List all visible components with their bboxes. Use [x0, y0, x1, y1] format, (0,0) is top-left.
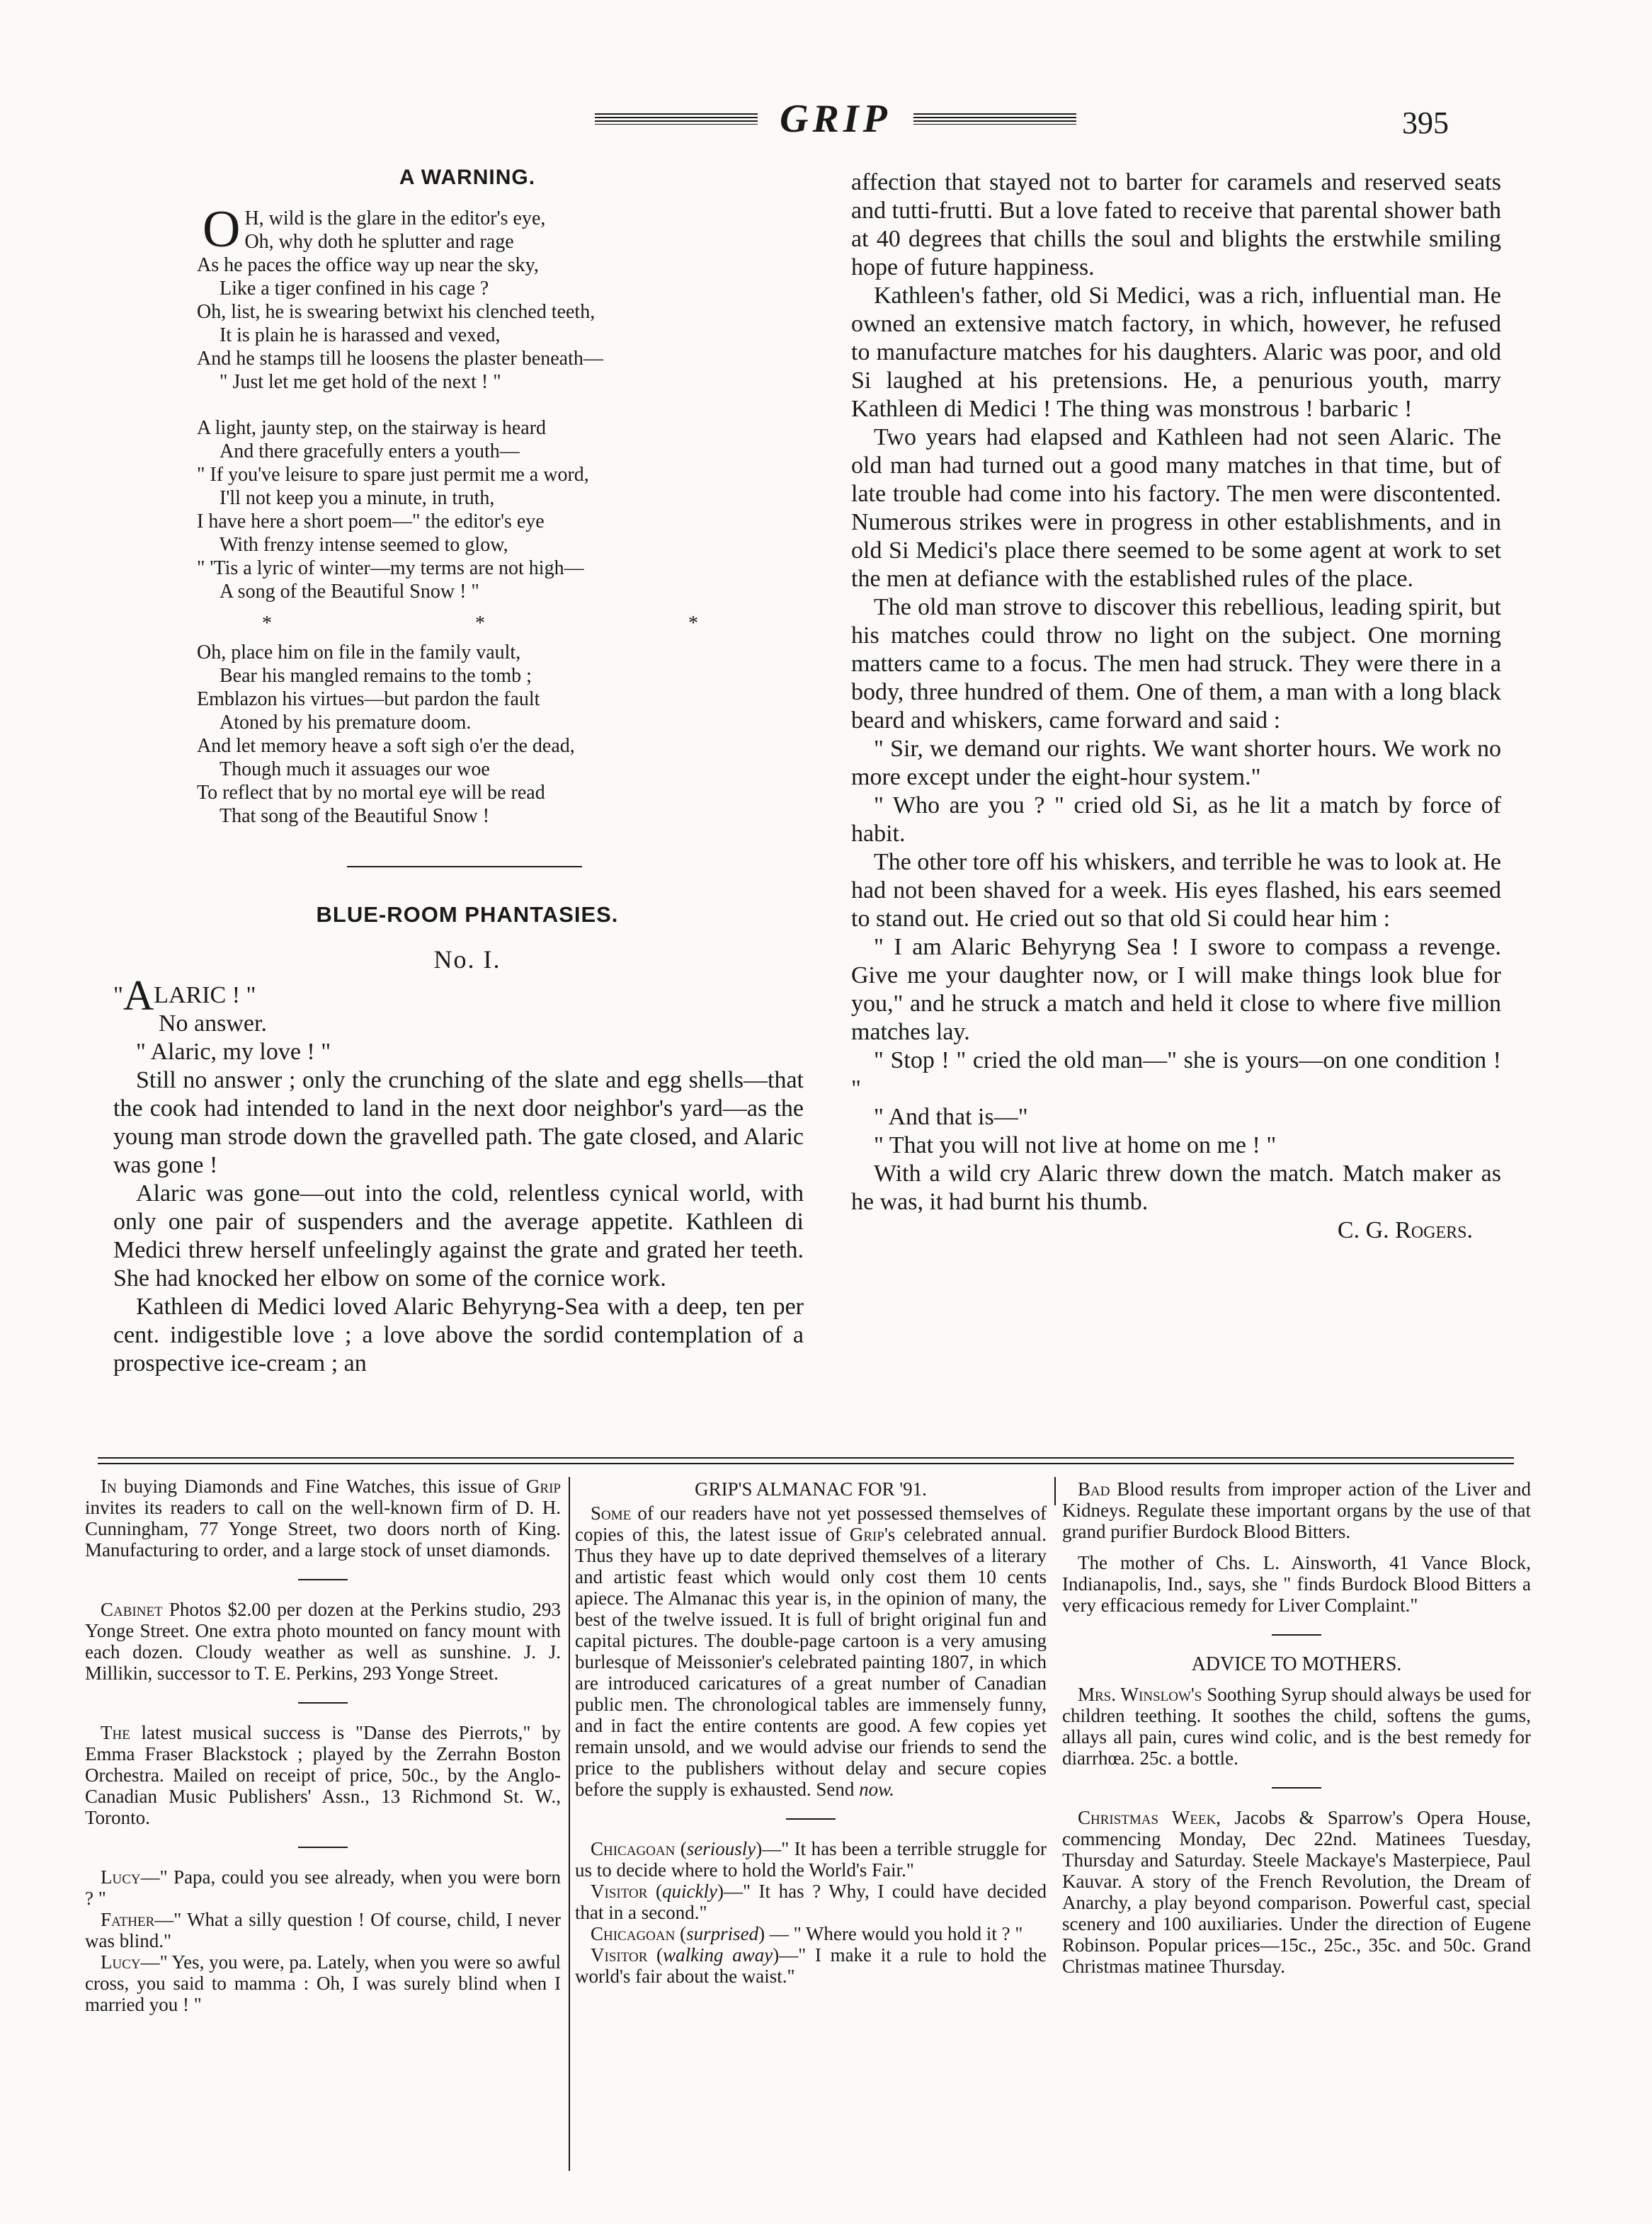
ad-lead: Mrs. Winslow's — [1078, 1684, 1202, 1705]
joke-lucy — [85, 1866, 561, 2015]
stage-direction: quickly — [661, 1881, 717, 1902]
poem-stanza-1 — [197, 200, 820, 394]
speaker: Lucy — [101, 1866, 141, 1888]
separator — [298, 1702, 348, 1704]
speaker: Lucy — [101, 1951, 141, 1973]
ad-text: Soothing Syrup should always be used for children teething. It soothes the child, softens the gums, allays all pain, cures wind colic, and is the best remedy for diarrhœa. 25c. a bottle. — [1062, 1684, 1531, 1769]
story-byline: C. G. Rogers. — [1337, 1217, 1473, 1243]
story-paragraph: No answer. — [159, 1010, 267, 1037]
poem-line: Like a tiger confined in his cage ? — [220, 278, 489, 300]
story-paragraph: Kathleen's father, old Si Medici, was a rich, influential man. He owned an extensive match factory, in which, however, he refused to manufacture matches for his daughters. Alaric was poor, and old Si laughed at his pretensions. He, a penurious youth, marry Kathleen di Medici ! The thing was monstrous ! barbaric ! — [851, 283, 1501, 422]
ad-text: 's celebrated annual. Thus they have up to date deprived themselves of a literary and artistic feast which would only cost them 10 cents apiece. The Almanac this year is, in the opinion of many, the best of the twelve issued. It is full of bright original fun and capital pictures. The double-page cartoon is a very amusing burlesque of Meissonier's celebrated painting 1807, in which are introduced caricatures of a great number of Canadian public men. The chronological tables are immensely funny, and in fact the entire contents are good. A few copies yet remain unsold, and we would advise our friends to send the price to the publishers without delay and secure copies before the supply is exhausted. Send — [575, 1524, 1047, 1800]
ad-text: buying Diamonds and Fine Watches, this issue of — [116, 1476, 526, 1497]
poem-line: I'll not keep you a minute, in truth, — [220, 487, 495, 509]
story-paragraph: " That you will not live at home on me ! " — [874, 1132, 1277, 1158]
story-paragraph: The other tore off his whiskers, and terrible he was to look at. He had not been shaved for a week. His eyes flashed, his ears seemed to stand out. He cried out so that old Si could hear him : — [851, 849, 1501, 932]
ad-text: of our readers have not yet possessed themselves of copies of this, the latest issue of — [575, 1502, 1047, 1545]
ad-text: latest musical success is "Danse des Pierrots," by Emma Fraser Blackstock ; played by the Zerrahn Boston Orchestra. Mailed on receipt of price, 50c., by the Anglo-Canadian Music Publishers' Assn., 13 Richmond St. W., Toronto. — [85, 1722, 561, 1828]
poem-line: Bear his mangled remains to the tomb ; — [220, 665, 532, 687]
ad-text: Photos $2.00 per dozen at the Perkins studio, 293 Yonge Street. One extra photo mounted on fancy mount with each dozen. Cloudy weather as well as sunshine. J. J. Millikin, successor to T. E. Perkins, 293 Yonge Street. — [85, 1599, 561, 1684]
story-paragraph: The old man strove to discover this rebellious, leading spirit, but his matches could throw no light on the subject. One morning matters came to a focus. The men had struck. They were there in a body, three hundred of them. One of them, a man with a long black beard and whiskers, came forward and said : — [851, 594, 1501, 734]
dialogue-text: — " Where would you hold it ? " — [765, 1923, 1023, 1944]
stage-direction: walking away — [663, 1944, 773, 1966]
ad-lead: Cabinet — [101, 1599, 163, 1620]
speaker: Visitor — [591, 1881, 648, 1902]
poem-line: Emblazon his virtues—but pardon the fault — [197, 688, 540, 710]
poem-line: A light, jaunty step, on the stairway is heard — [197, 417, 547, 439]
story-right-column — [851, 169, 1501, 1245]
poem-line: To reflect that by no mortal eye will be read — [197, 782, 545, 804]
ad-lead: Bad — [1078, 1478, 1110, 1500]
story-paragraph: Alaric was gone—out into the cold, relentless cynical world, with only one pair of suspenders and the average appetite. Kathleen di Medici threw herself unfeelingly against the grate and grated her teeth. She had knocked her elbow on some of the cornice work. — [113, 1180, 804, 1291]
dialogue-text: —" Yes, you were, pa. Lately, when you were so awful cross, you said to mamma : Oh, I was surely blind when I married you ! " — [85, 1951, 561, 2015]
poem-stanza-3 — [197, 641, 820, 828]
story-paragraph: " Stop ! " cried the old man—" she is yours—on one condition ! " — [851, 1047, 1501, 1102]
masthead-rule-right — [913, 113, 1076, 125]
poem-line: With frenzy intense seemed to glow, — [220, 534, 508, 556]
poem-line: And he stamps till he loosens the plaster beneath— — [197, 348, 603, 370]
story-paragraph: Kathleen di Medici loved Alaric Behyryng-Sea with a deep, ten per cent. indigestible love ; a love above the sordid contemplation of a prospective ice-cream ; an — [113, 1294, 804, 1376]
ad-lead: In — [101, 1476, 117, 1497]
advice-heading: ADVICE TO MOTHERS. — [1191, 1653, 1402, 1675]
poem-line: Atoned by his premature doom. — [220, 712, 472, 734]
speaker: Father — [101, 1909, 155, 1930]
almanac-heading: GRIP'S ALMANAC FOR '91. — [695, 1478, 927, 1500]
poem-stanza-2 — [197, 416, 820, 603]
opening-rest: LARIC ! " — [154, 982, 256, 1008]
story-paragraph: " Who are you ? " cried old Si, as he lit a match by force of habit. — [851, 792, 1501, 847]
story-title: BLUE-ROOM PHANTASIES. — [316, 902, 619, 927]
ad-christmas-week — [1062, 1807, 1531, 1977]
story-continuation: affection that stayed not to barter for caramels and reserved seats and tutti-frutti. But a love fated to receive that parental shower bath at 40 degrees that chills the soul and blights the erstwhile smiling hope of future happiness. — [851, 169, 1501, 280]
grip-name: Grip — [849, 1524, 884, 1545]
ad-text: Jacobs & Sparrow's Opera House, commencing Monday, Dec 22nd. Matinees Tuesday, Thursday and Saturday. Steele Mackaye's Masterpiece, Paul Kauvar. A story of the French Revolution, the Dream of Anarchy, a play beyond comparison. Powerful cast, special scenery and 100 auxiliaries. Under the direction of Eugene Robinson. Popular prices—15c., 25c., 35c. and 50c. Grand Christmas matinee Thursday. — [1062, 1807, 1531, 1977]
ad-lead: The — [101, 1722, 130, 1743]
joke-chicagoan: Chicagoan (seriously)—" It has been a terrible struggle for us to decide where to hold the World's Fair." Visitor (quickly)—" It has ? Why, I could have decided that in a second." Chicagoan (surprised) — " Where would you hold it ? " Visitor (walking away)—" I make it a rule to hold the world's fair about the waist." — [575, 1838, 1047, 1987]
separator — [298, 1579, 348, 1580]
separator — [1272, 1634, 1321, 1636]
poem-line: " Just let me get hold of the next ! " — [220, 371, 501, 393]
ad-text: Blood results from improper action of the Liver and Kidneys. Regulate these important organs by the use of that grand purifier Burdock Blood Bitters. — [1062, 1478, 1531, 1542]
poem-line: Oh, place him on file in the family vault, — [197, 641, 521, 663]
story-paragraph: " Sir, we demand our rights. We want shorter hours. We work no more except under the eight-hour system." — [851, 736, 1501, 790]
masthead — [595, 98, 1076, 140]
story-paragraph: Still no answer ; only the crunching of the slate and egg shells—that the cook had intended to land in the next door neighbor's yard—as the young man strode down the gravelled path. The gate closed, and Alaric was gone ! — [113, 1067, 804, 1178]
speaker: Chicagoan — [591, 1838, 676, 1859]
poem-stars: * * * — [262, 612, 797, 634]
story-left-column — [113, 974, 804, 1378]
ad-winslow — [1062, 1684, 1531, 1769]
poem-line: And let memory heave a soft sigh o'er the dead, — [197, 735, 575, 757]
story-paragraph: " I am Alaric Behyryng Sea ! I swore to compass a revenge. Give me your daughter now, or I will make things look blue for you," and he struck a match and held it close to where five million matches lay. — [851, 934, 1501, 1045]
ad-musical — [85, 1722, 561, 1828]
poem-line: H, wild is the glare in the editor's eye, — [244, 207, 546, 229]
ads-column-3 — [1062, 1478, 1531, 1977]
section-divider — [347, 866, 582, 867]
speaker: Chicagoan — [591, 1923, 676, 1944]
ad-cabinet-photos — [85, 1599, 561, 1684]
story-drop-cap: A — [123, 972, 154, 1019]
poem-line: Oh, why doth he splutter and rage — [244, 231, 514, 253]
double-rule — [98, 1457, 1514, 1464]
page-number: 395 — [1402, 106, 1449, 140]
column-divider — [569, 1477, 570, 2171]
story-opening — [113, 972, 804, 1019]
poem-title: A WARNING. — [399, 166, 536, 189]
ad-bad-blood — [1062, 1478, 1531, 1542]
story-paragraph: " And that is—" — [874, 1104, 1028, 1130]
emphasis: now. — [859, 1779, 894, 1800]
dialogue-text: —" It has been a terrible struggle for us to decide where to hold the World's Fair." — [575, 1838, 1047, 1881]
grip-name: Grip — [525, 1476, 561, 1497]
dialogue-text: —" It has ? Why, I could have decided that in a second." — [575, 1881, 1047, 1923]
poem-line: And there gracefully enters a youth— — [220, 440, 520, 462]
column-divider — [1054, 1477, 1056, 1505]
open-quote: " — [113, 982, 123, 1008]
speaker: Visitor — [591, 1944, 648, 1966]
story-subtitle: No. I. — [433, 945, 501, 974]
ad-text: The mother of Chs. L. Ainsworth, 41 Vance Block, Indianapolis, Ind., says, she " finds Burdock Blood Bitters a very efficacious remedy for Liver Complaint." — [1062, 1552, 1531, 1616]
poem-line: That song of the Beautiful Snow ! — [220, 805, 490, 827]
almanac-notice — [575, 1502, 1047, 1800]
ad-ainsworth — [1062, 1552, 1531, 1616]
masthead-title: GRIP — [780, 97, 891, 141]
poem-line: Though much it assuages our woe — [220, 758, 490, 780]
poem-line: Oh, list, he is swearing betwixt his clenched teeth, — [197, 301, 596, 323]
separator — [1272, 1787, 1321, 1789]
story-paragraph: " Alaric, my love ! " — [136, 1039, 331, 1065]
ad-lead: Some — [591, 1502, 632, 1524]
story-paragraph: With a wild cry Alaric threw down the match. Match maker as he was, it had burnt his thumb. — [851, 1161, 1501, 1215]
ad-text: invites its readers to call on the well-known firm of D. H. Cunningham, 77 Yonge Street, two doors north of King. Manufacturing to order, and a large stock of unset diamonds. — [85, 1497, 561, 1561]
ads-column-1 — [85, 1476, 561, 2015]
poem-drop-cap: O — [203, 200, 241, 258]
story-paragraph: Two years had elapsed and Kathleen had not seen Alaric. The old man had turned out a good many matches in that time, but of late trouble had come into his factory. The men were discontented. Numerous strikes were in progress in other establishments, and in old Si Medici's place there seemed to be some agent at work to set the men at defiance with the established rules of the place. — [851, 424, 1501, 592]
ads-column-2 — [575, 1478, 1047, 1987]
poem — [197, 200, 820, 850]
poem-line: A song of the Beautiful Snow ! " — [220, 581, 479, 603]
dialogue-text: —" Papa, could you see already, when you were born ? " — [85, 1866, 561, 1909]
poem-line: It is plain he is harassed and vexed, — [220, 324, 501, 346]
stage-direction: surprised — [686, 1923, 759, 1944]
poem-line: " If you've leisure to spare just permit me a word, — [197, 464, 589, 486]
dialogue-text: —" What a silly question ! Of course, child, I never was blind." — [85, 1909, 561, 1951]
separator — [786, 1818, 836, 1820]
poem-line: As he paces the office way up near the sky, — [197, 254, 539, 276]
ad-lead: Christmas Week, — [1078, 1807, 1221, 1828]
separator — [298, 1847, 348, 1848]
poem-line: " 'Tis a lyric of winter—my terms are not high— — [197, 557, 584, 579]
poem-line: I have here a short poem—" the editor's eye — [197, 511, 545, 532]
ad-diamonds — [85, 1476, 561, 1561]
stage-direction: seriously — [686, 1838, 756, 1859]
dialogue-text: —" I make it a rule to hold the world's fair about the waist." — [575, 1944, 1047, 1987]
masthead-rule-left — [595, 113, 758, 125]
